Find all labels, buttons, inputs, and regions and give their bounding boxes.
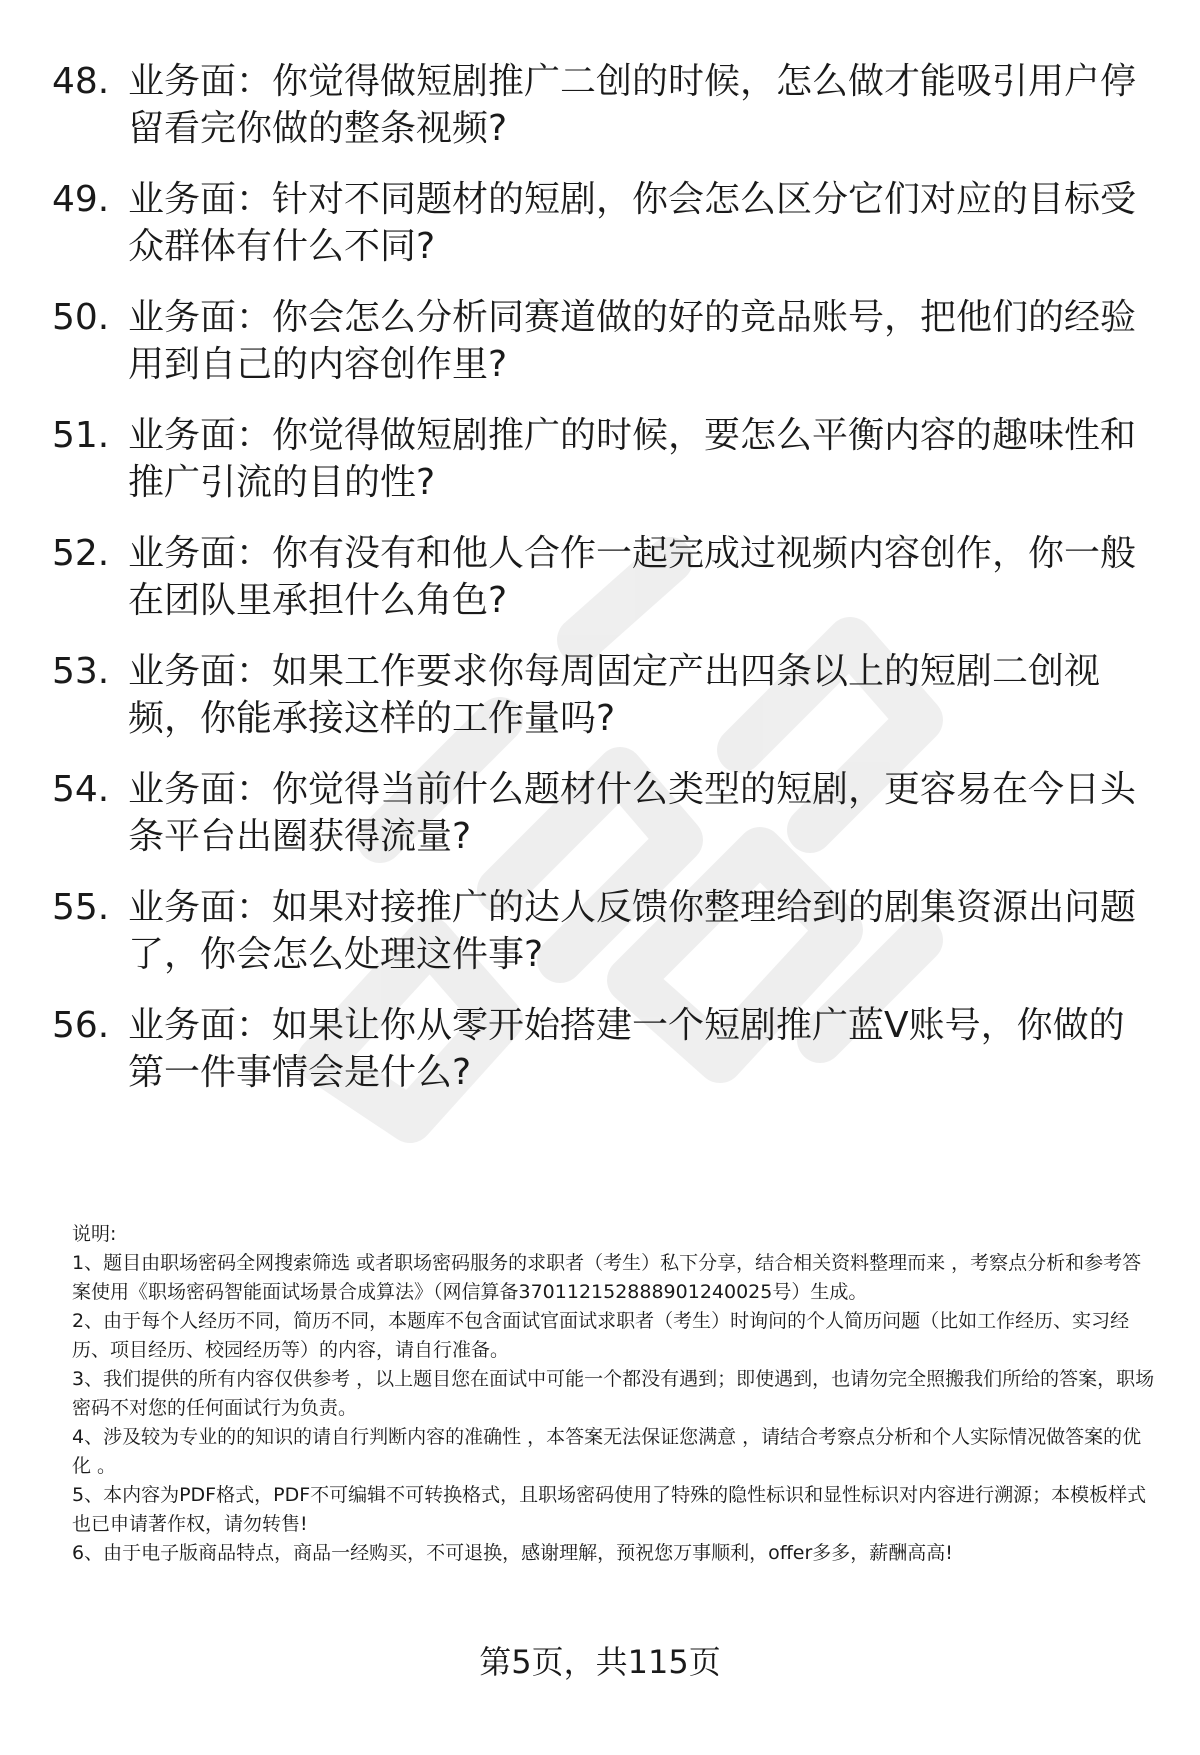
note-item: 6、由于电子版商品特点，商品一经购买，不可退换，感谢理解，预祝您万事顺利，offer多多，薪酬高高!: [72, 1542, 953, 1564]
question-text: 业务面：如果工作要求你每周固定产出四条以上的短剧二创视频，你能承接这样的工作量吗?: [128, 651, 1101, 739]
page-number: 第5页，共115页: [479, 1643, 721, 1681]
note-item: 5、本内容为PDF格式，PDF不可编辑不可转换格式，且职场密码使用了特殊的隐性标识和显性标识对内容进行溯源；本模板样式也已申请著作权，请勿转售!: [72, 1484, 1147, 1535]
question-number: 53.: [52, 651, 110, 692]
question-item: [52, 884, 1162, 978]
question-number: 52.: [52, 533, 110, 574]
question-number: 48.: [52, 61, 110, 102]
question-item: [52, 58, 1162, 152]
question-text: 业务面：你觉得做短剧推广的时候，要怎么平衡内容的趣味性和推广引流的目的性?: [128, 415, 1137, 503]
question-number: 51.: [52, 415, 110, 456]
note-item: 4、涉及较为专业的的知识的请自行判断内容的准确性 ，本答案无法保证您满意 ，请结合考察点分析和个人实际情况做答案的优化 。: [72, 1426, 1142, 1477]
note-item: 2、由于每个人经历不同，简历不同，本题库不包含面试官面试求职者（考生）时询问的个人简历问题（比如工作经历、实习经历、项目经历、校园经历等）的内容，请自行准备。: [72, 1310, 1130, 1361]
question-item: [52, 530, 1162, 624]
question-item: [52, 1002, 1162, 1096]
question-number: 49.: [52, 179, 110, 220]
question-text: 业务面：如果让你从零开始搭建一个短剧推广蓝V账号，你做的第一件事情会是什么?: [128, 1005, 1125, 1093]
question-number: 50.: [52, 297, 110, 338]
note-item: 1、题目由职场密码全网搜索筛选 或者职场密码服务的求职者（考生）私下分享，结合相关资料整理而来 ，考察点分析和参考答案使用《职场密码智能面试场景合成算法》（网信算备370112152888901240025号）生成。: [72, 1252, 1142, 1303]
question-item: [52, 412, 1162, 506]
question-number: 56.: [52, 1005, 110, 1046]
note-item: 3、我们提供的所有内容仅供参考 ，以上题目您在面试中可能一个都没有遇到；即使遇到，也请勿完全照搬我们所给的答案，职场密码不对您的任何面试行为负责。: [72, 1368, 1155, 1419]
question-item: [52, 766, 1162, 860]
question-text: 业务面：你会怎么分析同赛道做的好的竞品账号，把他们的经验用到自己的内容创作里?: [128, 297, 1137, 385]
question-text: 业务面：你觉得做短剧推广二创的时候，怎么做才能吸引用户停留看完你做的整条视频?: [128, 61, 1137, 149]
question-number: 54.: [52, 769, 110, 810]
question-item: [52, 648, 1162, 742]
question-text: 业务面：针对不同题材的短剧，你会怎么区分它们对应的目标受众群体有什么不同?: [128, 179, 1137, 267]
question-item: [52, 176, 1162, 270]
notes-section: [72, 1220, 1160, 1568]
question-text: 业务面：如果对接推广的达人反馈你整理给到的剧集资源出问题了，你会怎么处理这件事?: [128, 887, 1137, 975]
question-number: 55.: [52, 887, 110, 928]
question-text: 业务面：你觉得当前什么题材什么类型的短剧，更容易在今日头条平台出圈获得流量?: [128, 769, 1137, 857]
question-item: [52, 294, 1162, 388]
question-text: 业务面：你有没有和他人合作一起完成过视频内容创作，你一般在团队里承担什么角色?: [128, 533, 1137, 621]
notes-heading: 说明:: [72, 1223, 117, 1245]
